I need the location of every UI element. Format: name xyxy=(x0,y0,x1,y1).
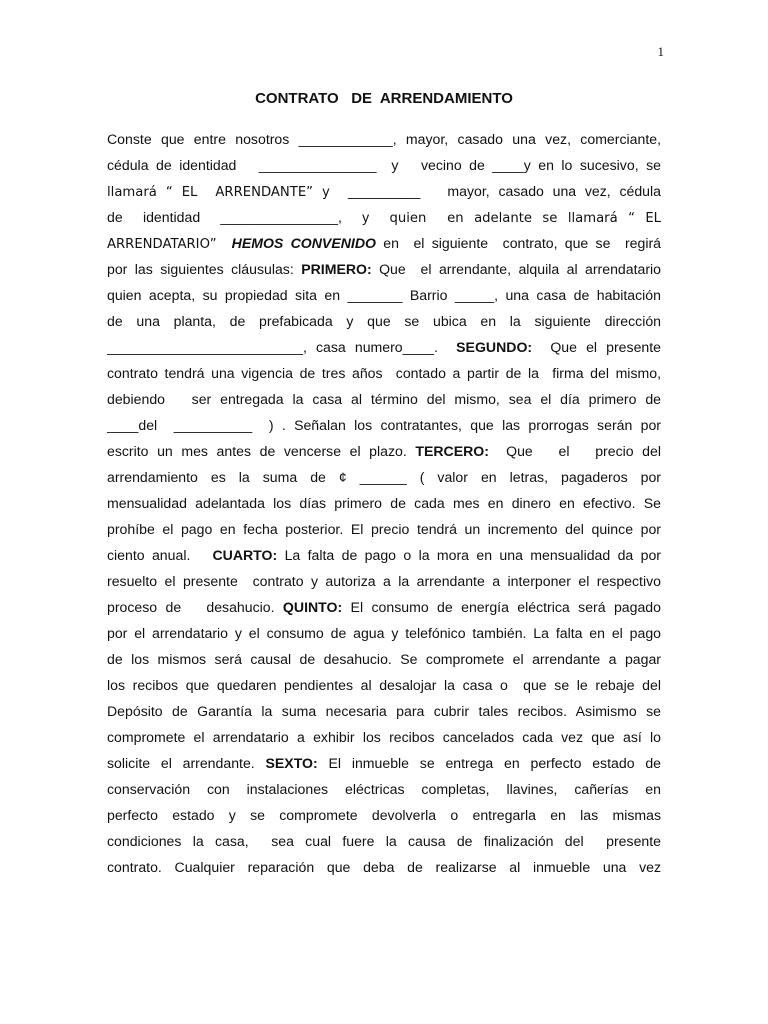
text-segment: condiciones la casa, sea cual fuere la causa de finalización del presente xyxy=(107,833,661,849)
text-line xyxy=(107,282,661,308)
clause-heading: QUINTO: xyxy=(282,599,343,615)
text-segment: El consumo de energía eléctrica será pagado xyxy=(342,599,661,615)
text-line xyxy=(107,126,661,152)
text-segment: llamará “ EL ARRENDANTE” y ___________ xyxy=(107,185,448,200)
clause-heading: SEXTO: xyxy=(265,755,318,771)
text-line xyxy=(107,152,661,178)
text-line xyxy=(107,776,661,802)
text-segment: quien acepta, su propiedad sita en _______ Barrio _____, una casa de habitación xyxy=(107,287,661,303)
text-line xyxy=(107,802,661,828)
text-segment: resuelto el presente contrato y autoriza a la arrendante a interponer el respectivo xyxy=(107,573,661,589)
text-line xyxy=(107,230,661,256)
text-segment: Que el precio del xyxy=(488,443,661,459)
text-line xyxy=(107,698,661,724)
text-segment: ____del __________ ) . Señalan los contratantes, que las prorrogas serán por xyxy=(107,417,661,433)
text-segment: ARRENDATARIO” xyxy=(107,237,232,252)
text-segment: mensualidad adelantada los días primero de cada mes en dinero en efectivo. Se xyxy=(107,495,661,511)
text-line xyxy=(107,412,661,438)
clause-heading: CUARTO: xyxy=(212,547,278,563)
text-line xyxy=(107,178,661,204)
text-segment: quien en adelante se llamará “ EL xyxy=(389,211,661,226)
text-line xyxy=(107,724,661,750)
text-segment: Conste que entre nosotros ____________, mayor, casado una vez, comerciante, xyxy=(107,131,661,147)
text-line xyxy=(107,516,661,542)
text-segment: La falta de pago o la mora en una mensualidad da por xyxy=(277,547,661,563)
text-line xyxy=(107,672,661,698)
text-segment: prohíbe el pago en fecha posterior. El precio tendrá un incremento del quince por xyxy=(107,521,661,537)
text-segment: de los mismos será causal de desahucio. Se compromete el arrendante a pagar xyxy=(107,651,661,667)
document-title: CONTRATO DE ARRENDAMIENTO xyxy=(255,90,513,107)
text-line xyxy=(107,464,661,490)
text-line xyxy=(107,828,661,854)
text-line xyxy=(107,360,661,386)
clause-heading: SEGUNDO: xyxy=(456,339,533,355)
text-segment: perfecto estado y se compromete devolverla o entregarla en las mismas xyxy=(107,807,661,823)
text-segment: solicite el arrendante. xyxy=(107,755,266,771)
text-segment: arrendamiento es la suma de ¢ ______ ( valor en letras, pagaderos por xyxy=(107,469,661,485)
text-line xyxy=(107,490,661,516)
text-segment: ciento anual. xyxy=(107,547,213,563)
text-segment: escrito un mes antes de vencerse el plazo. xyxy=(107,443,416,459)
text-line xyxy=(107,204,661,230)
text-line xyxy=(107,568,661,594)
text-segment: conservación con instalaciones eléctricas completas, llavines, cañerías en xyxy=(107,781,661,797)
text-segment: por las siguientes cláusulas: xyxy=(107,261,302,277)
text-line xyxy=(107,854,661,880)
text-line xyxy=(107,646,661,672)
text-segment: en el siguiente contrato, que se regirá xyxy=(375,235,661,251)
text-line xyxy=(107,542,661,568)
text-segment: mayor, casado una vez, cédula xyxy=(447,183,661,199)
text-segment: compromete el arrendatario a exhibir los recibos cancelados cada vez que así lo xyxy=(107,729,661,745)
text-line xyxy=(107,386,661,412)
clause-heading: PRIMERO: xyxy=(301,261,372,277)
text-line xyxy=(107,308,661,334)
text-segment: contrato tendrá una vigencia de tres años contado a partir de la firma del mismo, xyxy=(107,365,661,381)
clause-heading: TERCERO: xyxy=(415,443,489,459)
text-segment: contrato. Cualquier reparación que deba de realizarse al inmueble una vez xyxy=(107,859,661,875)
text-segment: El inmueble se entrega en perfecto estado de xyxy=(317,755,661,771)
text-segment: los recibos que quedaren pendientes al desalojar la casa o que se le rebaje del xyxy=(107,677,661,693)
text-line xyxy=(107,256,661,282)
text-segment: _________________________, casa numero____. xyxy=(107,339,457,355)
text-segment: de una planta, de prefabicada y que se ubica en la siguiente dirección xyxy=(107,313,661,329)
text-line xyxy=(107,334,661,360)
text-line xyxy=(107,594,661,620)
text-segment: por el arrendatario y el consumo de agua y telefónico también. La falta en el pago xyxy=(107,625,661,641)
text-segment: Que el presente xyxy=(532,339,661,355)
text-segment: Depósito de Garantía la suma necesaria para cubrir tales recibos. Asimismo se xyxy=(107,703,661,719)
text-line xyxy=(107,438,661,464)
text-segment: proceso de desahucio. xyxy=(107,599,283,615)
page-number: 1 xyxy=(657,44,664,59)
emphasis-text: HEMOS CONVENIDO xyxy=(231,235,376,251)
text-segment: debiendo ser entregada la casa al término del mismo, sea el día primero de xyxy=(107,391,661,407)
text-line xyxy=(107,620,661,646)
text-segment: de identidad _______________, y xyxy=(107,209,390,225)
text-line xyxy=(107,750,661,776)
contract-body xyxy=(107,126,661,880)
text-segment: cédula de identidad _______________ y vecino de ____y en lo sucesivo, se xyxy=(107,157,661,173)
text-segment: Que el arrendante, alquila al arrendatario xyxy=(371,261,661,277)
